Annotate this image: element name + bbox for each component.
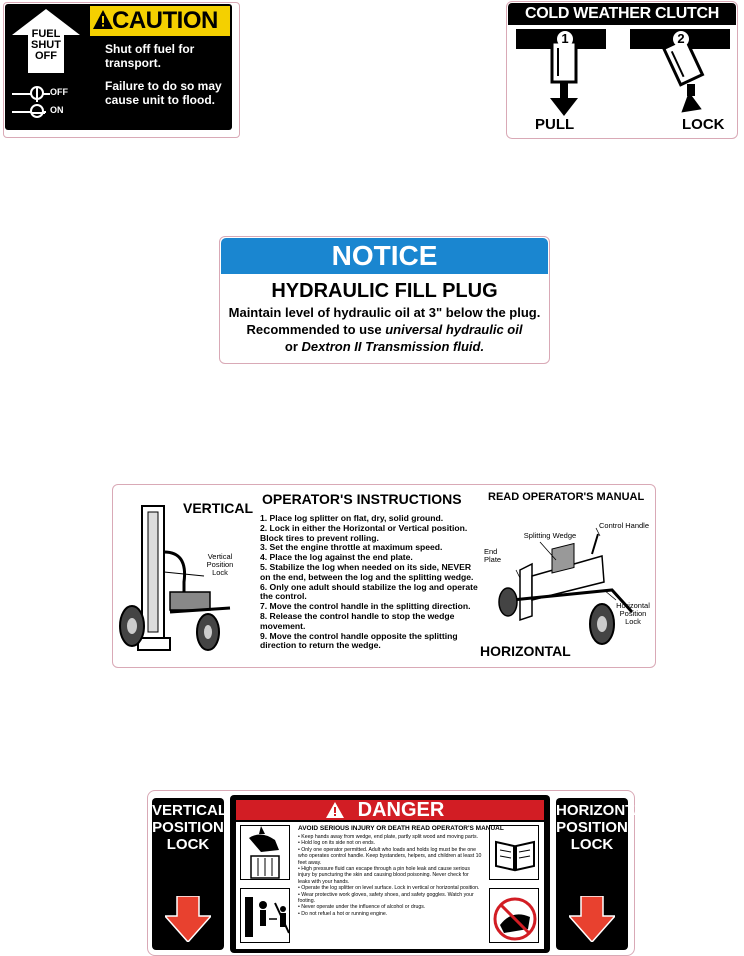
hand-crush-pictogram [240, 825, 290, 880]
shut-word: SHUT [31, 39, 61, 51]
vertical-word: VERTICAL [152, 802, 227, 819]
notice-heading: HYDRAULIC FILL PLUG [271, 280, 498, 302]
fuel-word: FUEL [31, 28, 61, 40]
splitting-wedge-label: Splitting Wedge [523, 531, 577, 540]
notice-title: NOTICE [331, 240, 438, 271]
operator-instructions-title: OPERATOR'S INSTRUCTIONS [262, 491, 462, 507]
operator-steps-list [260, 514, 480, 651]
list-item: • Do not refuel a hot or running engine. [298, 910, 388, 917]
control-handle-label: Control Handle [598, 521, 650, 530]
notice-line-2 [221, 321, 548, 338]
warning-triangle-icon [92, 9, 114, 31]
list-item: 5. Stabilize the log when needed on its side, NEVER on the end, between the log and the splitting wedge. [260, 561, 474, 582]
pull-label: PULL [535, 116, 575, 133]
list-item: • Operate the log splitter on level surface. Lock in vertical or horizontal position. [298, 885, 480, 892]
vertical-position-lock-text [152, 802, 227, 853]
valve-icon [30, 104, 44, 118]
horizontal-label: HORIZONTAL [480, 643, 571, 659]
list-item: 9. Move the control handle opposite the splitting direction to return the wedge. [260, 630, 458, 651]
valve-off-indicator [12, 86, 92, 102]
no-hands-prohibition-icon [490, 889, 540, 944]
horizontal-lock-label: Horizontal Position Lock [616, 601, 650, 626]
end-plate-label: End Plate [484, 547, 502, 564]
fuel-instruction: Shut off fuel for transport. [105, 42, 195, 70]
keep-bystanders-away-icon [241, 889, 291, 944]
book-icon [490, 826, 540, 881]
horizontal-position-lock-text [556, 802, 654, 853]
off-label: OFF [50, 87, 68, 97]
notice-line-3 [221, 338, 548, 355]
list-item: 8. Release the control handle to stop the wedge movement. [260, 610, 455, 631]
caution-title: CAUTION [112, 7, 218, 34]
horizontal-word: HORIZONTAL [556, 802, 654, 819]
vertical-splitter-illustration [118, 492, 233, 662]
step-one-number: 1 [561, 31, 569, 46]
down-arrow-icon [569, 896, 615, 942]
notice-line-3-text: or [284, 339, 302, 354]
notice-oil-type: universal hydraulic oil [385, 322, 523, 337]
list-item: • Only one operator permitted. Adult who loads and holds log must be the one who operates control handle. Keep bystanders, helpers, and children at least 10 feet away. [298, 846, 482, 866]
list-item: • High pressure fluid can escape through a pin hole leak and cause serious injury by puncturing the skin and causing blood poisoning. Never check for leaks with your hands. [298, 866, 470, 885]
list-item: 1. Place log splitter on flat, dry, solid ground. [260, 513, 444, 523]
manual-pictogram [489, 825, 539, 880]
list-item: • Wear protective work gloves, safety shoes, and safety goggles. Watch your footing. [298, 891, 474, 905]
no-hand-pictogram [489, 888, 539, 943]
hand-crush-icon [241, 826, 291, 881]
horizontal-splitter-illustration [492, 520, 652, 660]
lock-word: LOCK [570, 836, 614, 853]
danger-items-list [298, 834, 482, 917]
list-item: • Keep hands away from wedge, end plate, partly split wood and moving parts. [298, 834, 479, 840]
list-item: 2. Lock in either the Horizontal or Vertical position. Block tires to prevent rolling. [260, 522, 468, 543]
list-item: • Never operate under the influence of alcohol or drugs. [298, 904, 426, 911]
vertical-label: VERTICAL [183, 500, 253, 516]
notice-line-1: Maintain level of hydraulic oil at 3" below the plug. [228, 305, 541, 320]
lock-label: LOCK [682, 116, 725, 133]
clutch-title: COLD WEATHER CLUTCH [525, 5, 719, 22]
list-item: 3. Set the engine throttle at maximum speed. [260, 542, 443, 553]
read-manual-label: READ OPERATOR'S MANUAL [488, 491, 645, 503]
position-word: POSITION [556, 819, 628, 836]
list-item: 7. Move the control handle in the splitting direction. [260, 601, 471, 612]
off-word: OFF [35, 50, 57, 62]
lock-word: LOCK [166, 836, 210, 853]
vertical-lock-label: Vertical Position Lock [206, 552, 234, 577]
down-arrow-icon [165, 896, 211, 942]
list-item: 6. Only one adult should stabilize the log and operate the control. [260, 581, 478, 602]
list-item: 4. Place the log against the end plate. [260, 552, 413, 563]
notice-line-2-text: Recommended to use [246, 322, 386, 337]
list-item: • Hold log on its side not on ends. [298, 840, 376, 847]
on-label: ON [50, 105, 64, 115]
valve-on-indicator [12, 104, 92, 120]
keep-away-pictogram [240, 888, 290, 943]
notice-fluid-type: Dextron II Transmission fluid. [301, 339, 485, 354]
danger-title: DANGER [357, 799, 445, 821]
fuel-warning: Failure to do so may cause unit to flood. [105, 79, 222, 107]
position-word: POSITION [152, 819, 224, 836]
fuel-shut-off-label [14, 29, 78, 62]
danger-heading: AVOID SERIOUS INJURY OR DEATH READ OPERATOR'S MANUAL [298, 825, 504, 832]
step-two-number: 2 [677, 31, 685, 46]
